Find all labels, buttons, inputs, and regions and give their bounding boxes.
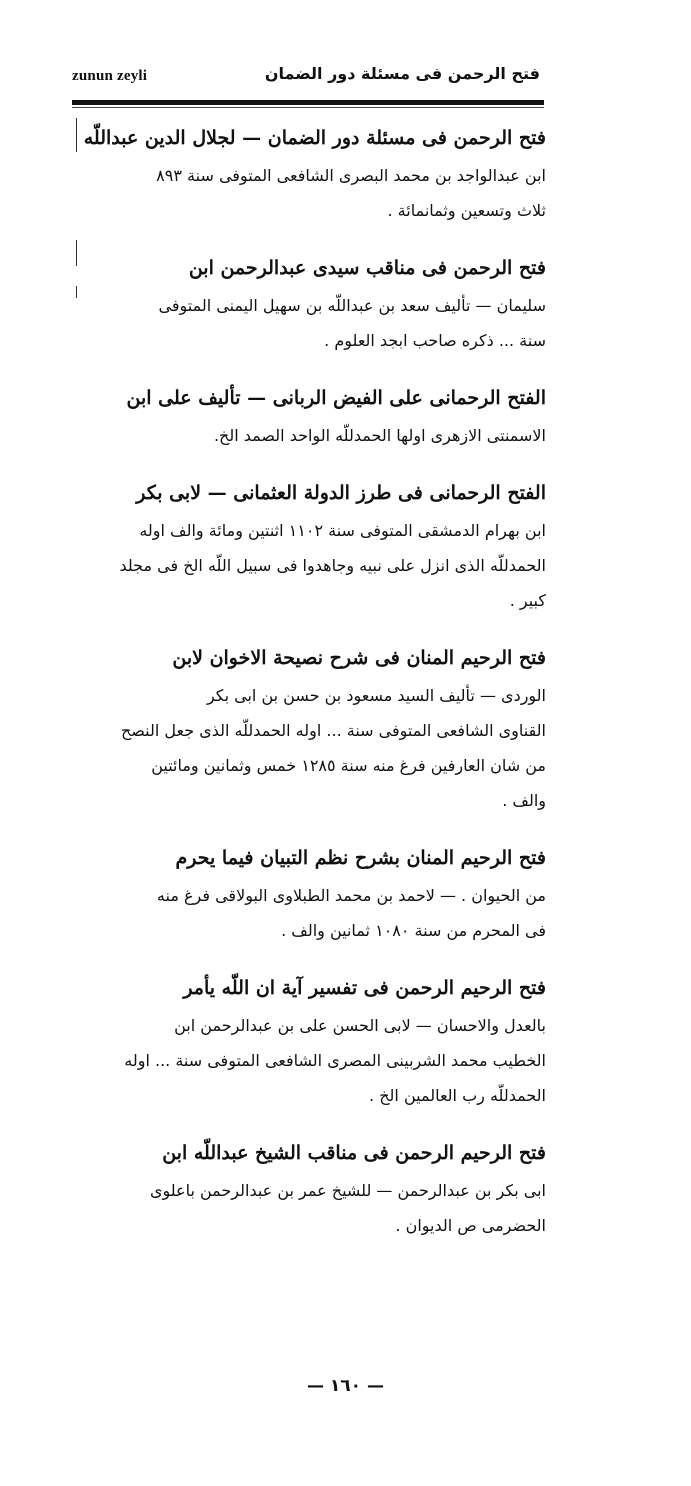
header-rule-thin [72,107,544,108]
entry-line: القناوى الشافعى المتوفى سنة ... اوله الحمدللّه الذى جعل النصح [120,721,546,740]
entry-title: فتح الرحمن فى مسئلة دور الضمان — لجلال الدين عبداللّه [83,127,546,149]
entry-title: فتح الرحيم الرحمن فى تفسير آية ان اللّه يأمر [183,977,546,999]
header-rule [72,100,544,105]
entry-line: الحمدللّه الذى انزل على نبيه وجاهدوا فى سبيل اللّه الخ فى مجلد [119,556,546,575]
entry-line: الحمدللّه رب العالمين الخ . [369,1086,546,1105]
entry-line: ابن عبدالواجد بن محمد البصرى الشافعى المتوفى سنة ٨٩٣ [156,166,546,185]
entry-line: الوردى — تأليف السيد مسعود بن حسن بن ابى بكر [206,686,546,705]
entry-line: الاسمنتى الازهرى اولها الحمدللّه الواحد الصمد الخ. [213,426,546,445]
header-book-title-latin: zunun zeyli [72,68,148,84]
entry-line: الخطيب محمد الشربينى المصرى الشافعى المتوفى سنة ... اوله [124,1051,546,1070]
entry [66,473,546,618]
header-entry-title-arabic: فتح الرحمن فى مسئلة دور الضمان [264,64,540,83]
entry [66,638,546,818]
entry [66,968,546,1113]
entry-line: فى المحرم من سنة ١٠٨٠ ثمانين والف . [281,921,546,940]
entry-title: فتح الرحمن فى مناقب سيدى عبدالرحمن ابن [188,257,546,279]
entry-line: بالعدل والاحسان — لابى الحسن على بن عبدالرحمن ابن [174,1016,546,1035]
entry-line: ثلاث وتسعين وثمانمائة . [387,201,546,220]
entries-list [66,118,546,1348]
entry [66,1133,546,1243]
entry-line: الحضرمى ص الديوان . [395,1216,546,1235]
entry-line: كبير . [509,591,546,610]
entry-title: الفتح الرحمانى فى طرز الدولة العثمانى — لابى بكر [136,482,546,504]
entry [66,118,546,228]
entry [66,838,546,948]
entry-line: من الحيوان . — لاحمد بن محمد الطبلاوى البولاقى فرغ منه [156,886,546,905]
entry-line: والف . [502,791,546,810]
entry-title: فتح الرحيم الرحمن فى مناقب الشيخ عبداللّه ابن [162,1142,546,1164]
entry-title: الفتح الرحمانى على الفيض الربانى — تأليف على ابن [126,387,546,409]
entry-line: ابى بكر بن عبدالرحمن — للشيخ عمر بن عبدالرحمن باعلوى [149,1181,546,1200]
entry-title: فتح الرحيم المنان بشرح نظم التبيان فيما يحرم [175,847,546,869]
entry-line: سنة ... ذكره صاحب ابجد العلوم . [324,331,546,350]
entry [66,248,546,358]
entry-line: ابن بهرام الدمشقى المتوفى سنة ١١٠٢ اثنتين ومائة والف اوله [139,521,546,540]
page-number: — ١٦٠ — [307,1376,384,1396]
entry-line: من شان العارفين فرغ منه سنة ١٢٨٥ خمس وثمانين ومائتين [151,756,546,775]
entry [66,378,546,453]
entry-title: فتح الرحيم المنان فى شرح نصيحة الاخوان لابن [172,647,546,669]
entry-line: سليمان — تأليف سعد بن عبداللّه بن سهيل اليمنى المتوفى [158,296,546,315]
running-header [72,62,540,92]
